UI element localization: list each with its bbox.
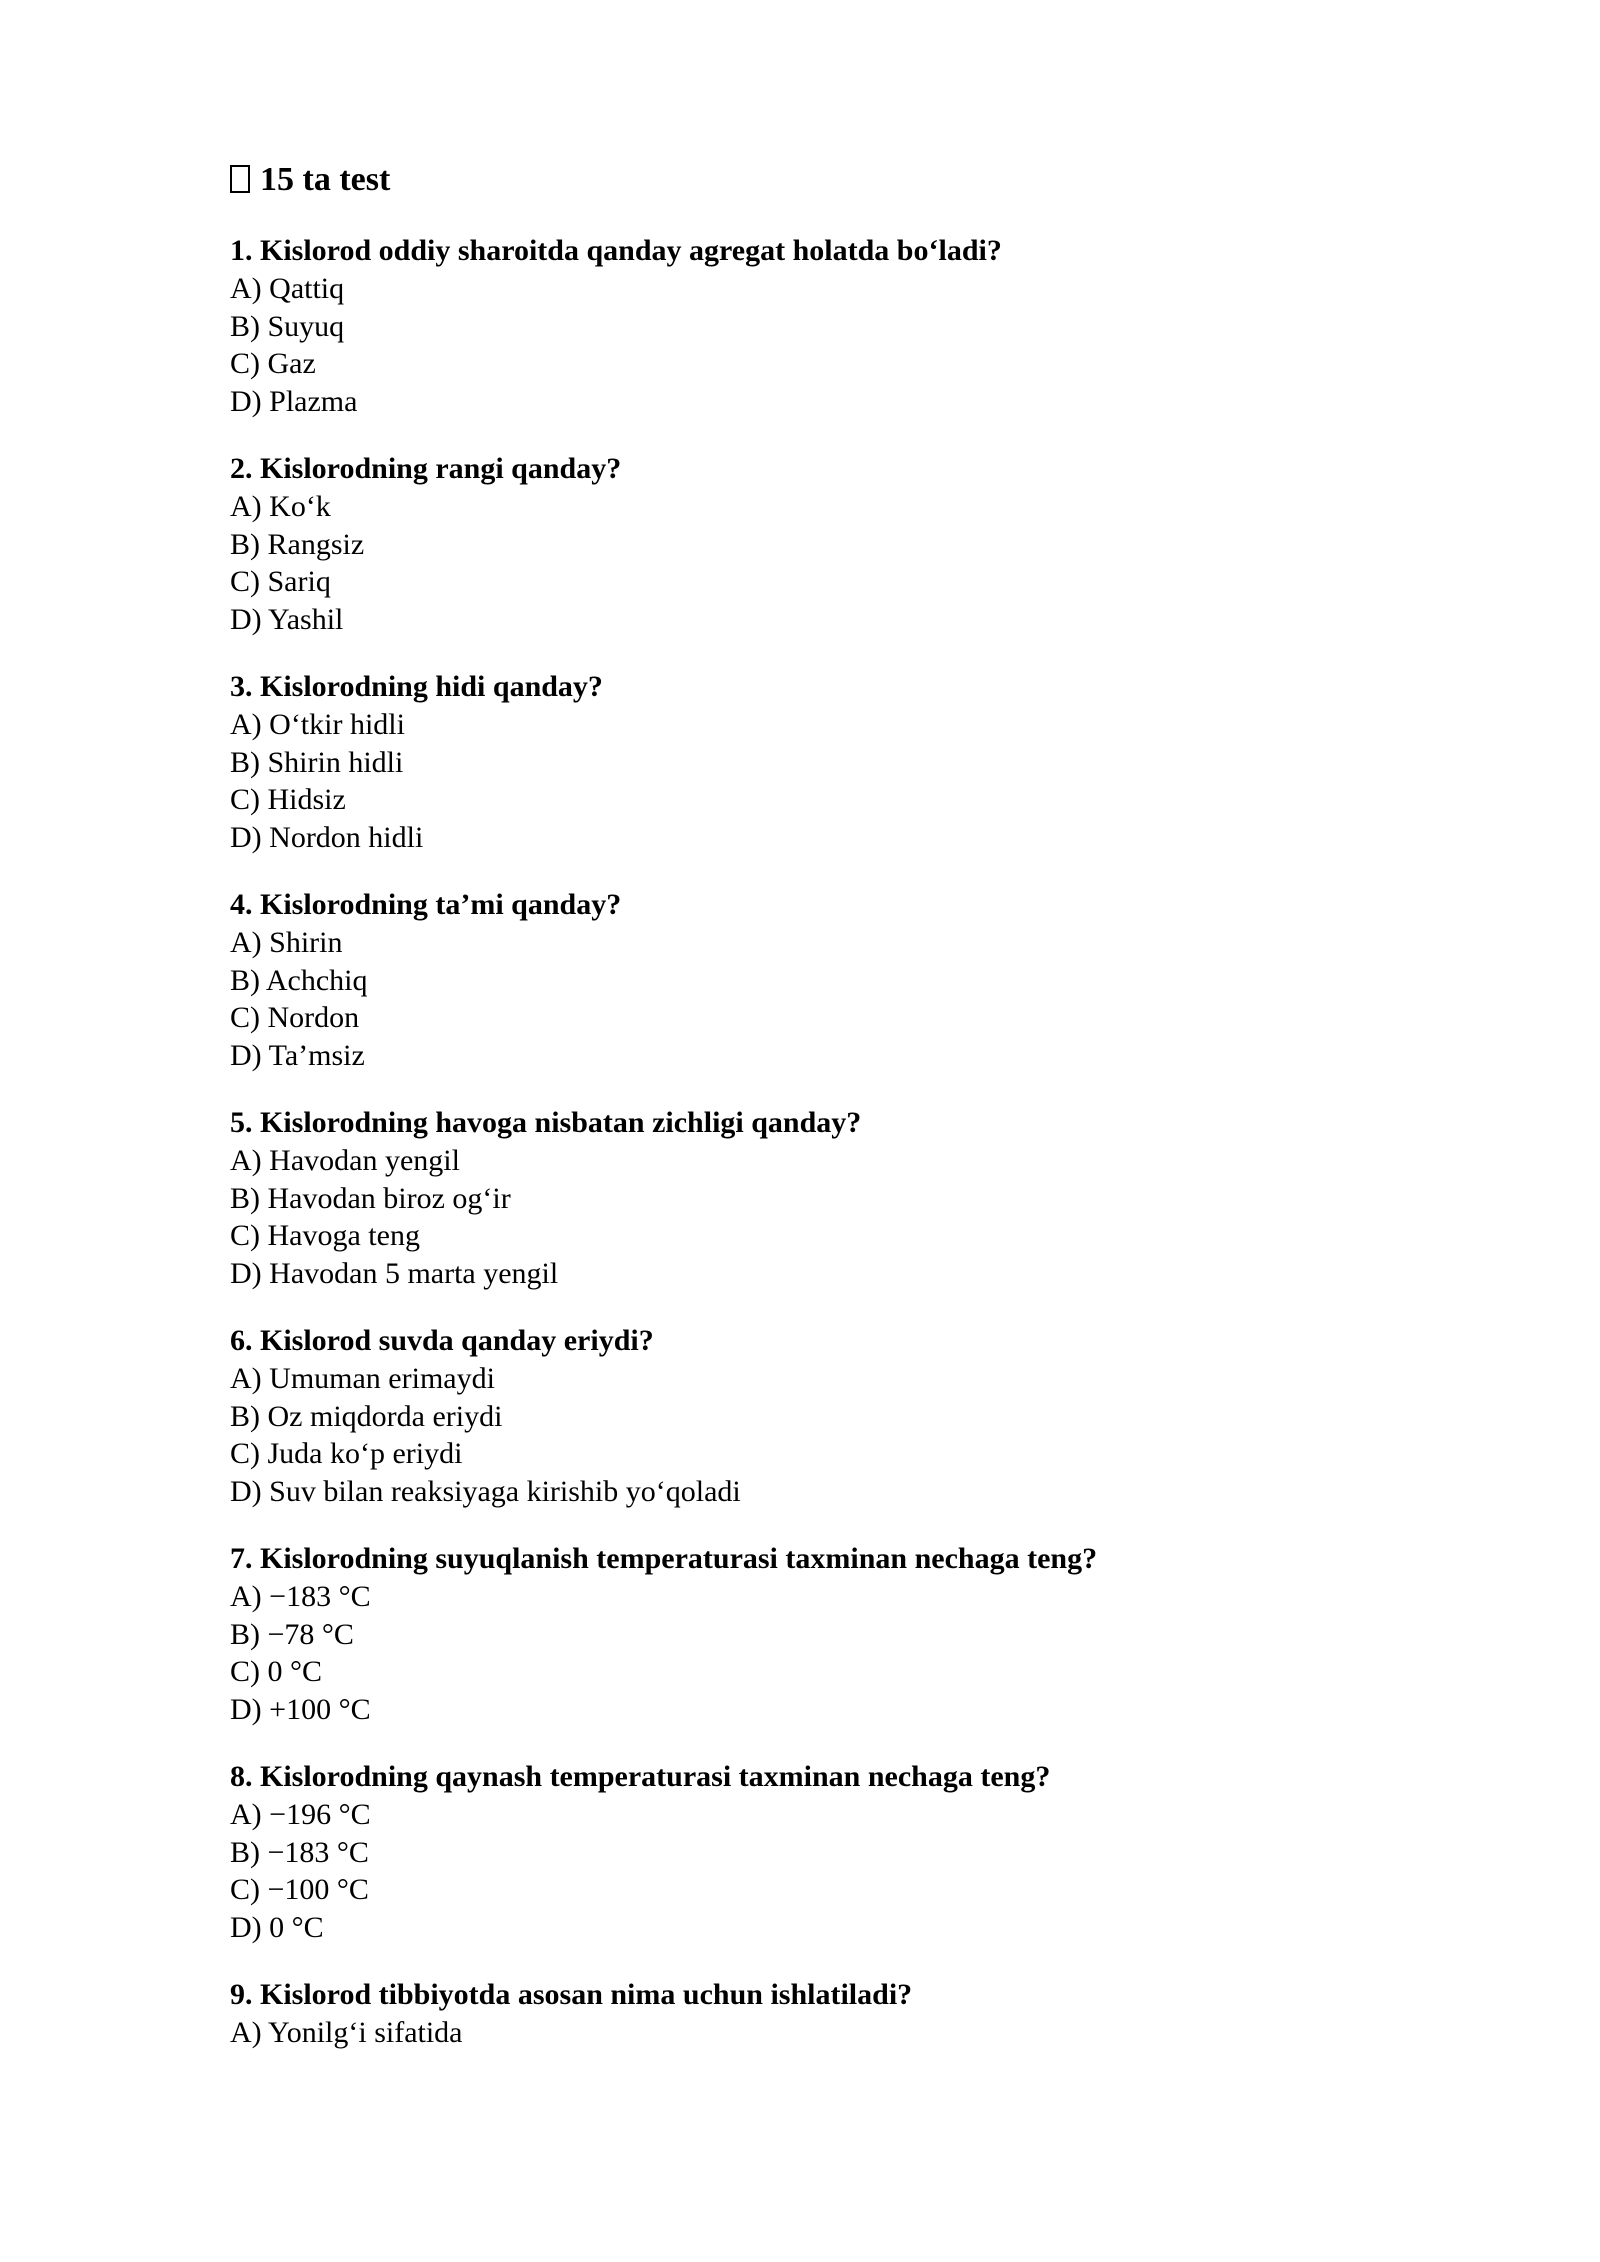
answer-option: D) Nordon hidli — [230, 820, 424, 854]
answer-option: B) Shirin hidli — [230, 745, 404, 779]
answer-option: D) Yashil — [230, 602, 344, 636]
question-block — [230, 886, 1430, 1074]
question-block — [230, 1976, 1430, 2052]
answer-option: B) Suyuq — [230, 309, 345, 343]
heading-text: 15 ta test — [260, 161, 391, 198]
answer-option: A) Havodan yengil — [230, 1144, 460, 1177]
answer-option: A) Yonilg‘i sifatida — [230, 2016, 463, 2049]
question-text: 2. Kislorodning rangi qanday? — [230, 452, 622, 485]
answer-option: C) Sariq — [230, 565, 331, 598]
answer-option: C) −100 °C — [230, 1873, 369, 1906]
question-block — [230, 668, 1430, 856]
question-text: 3. Kislorodning hidi qanday? — [230, 670, 603, 703]
answer-option: B) Achchiq — [230, 963, 368, 997]
answer-option: C) 0 °C — [230, 1655, 323, 1688]
answer-option: B) Oz miqdorda eriydi — [230, 1399, 503, 1433]
answer-option: A) −196 °C — [230, 1798, 371, 1831]
document-heading — [230, 152, 1430, 208]
answer-option: D) Havodan 5 marta yengil — [230, 1256, 559, 1290]
answer-option: B) −183 °C — [230, 1835, 369, 1869]
question-block — [230, 450, 1430, 638]
answer-option: C) Hidsiz — [230, 783, 346, 816]
question-block — [230, 1322, 1430, 1510]
question-block — [230, 232, 1430, 420]
question-text: 9. Kislorod tibbiyotda asosan nima uchun ishlatiladi? — [230, 1978, 913, 2011]
question-text: 5. Kislorodning havoga nisbatan zichligi qanday? — [230, 1106, 862, 1139]
answer-option: D) Suv bilan reaksiyaga kirishib yo‘qoladi — [230, 1474, 741, 1508]
question-text: 7. Kislorodning suyuqlanish temperaturasi taxminan nechaga teng? — [230, 1542, 1098, 1575]
answer-option: B) Rangsiz — [230, 527, 365, 561]
answer-option: C) Gaz — [230, 347, 316, 380]
question-list — [230, 232, 1430, 2052]
question-block — [230, 1104, 1430, 1292]
answer-option: C) Havoga teng — [230, 1219, 420, 1252]
question-text: 8. Kislorodning qaynash temperaturasi taxminan nechaga teng? — [230, 1760, 1051, 1793]
answer-option: A) −183 °C — [230, 1580, 371, 1613]
answer-option: A) Ko‘k — [230, 490, 331, 523]
answer-option: D) Ta’msiz — [230, 1038, 365, 1072]
answer-option: B) −78 °C — [230, 1617, 354, 1651]
answer-option: A) Umuman erimaydi — [230, 1362, 495, 1395]
answer-option: C) Juda ko‘p eriydi — [230, 1437, 463, 1470]
question-text: 6. Kislorod suvda qanday eriydi? — [230, 1324, 654, 1357]
answer-option: D) +100 °C — [230, 1692, 371, 1726]
answer-option: B) Havodan biroz og‘ir — [230, 1181, 511, 1215]
question-text: 1. Kislorod oddiy sharoitda qanday agregat holatda bo‘ladi? — [230, 234, 1002, 267]
document-page — [230, 152, 1430, 2052]
answer-option: A) Qattiq — [230, 272, 345, 305]
answer-option: A) O‘tkir hidli — [230, 708, 405, 741]
missing-glyph-icon — [230, 165, 250, 193]
answer-option: D) Plazma — [230, 384, 358, 418]
question-block — [230, 1758, 1430, 1946]
answer-option: D) 0 °C — [230, 1910, 324, 1944]
answer-option: A) Shirin — [230, 926, 343, 959]
question-text: 4. Kislorodning ta’mi qanday? — [230, 888, 622, 921]
answer-option: C) Nordon — [230, 1001, 360, 1034]
question-block — [230, 1540, 1430, 1728]
